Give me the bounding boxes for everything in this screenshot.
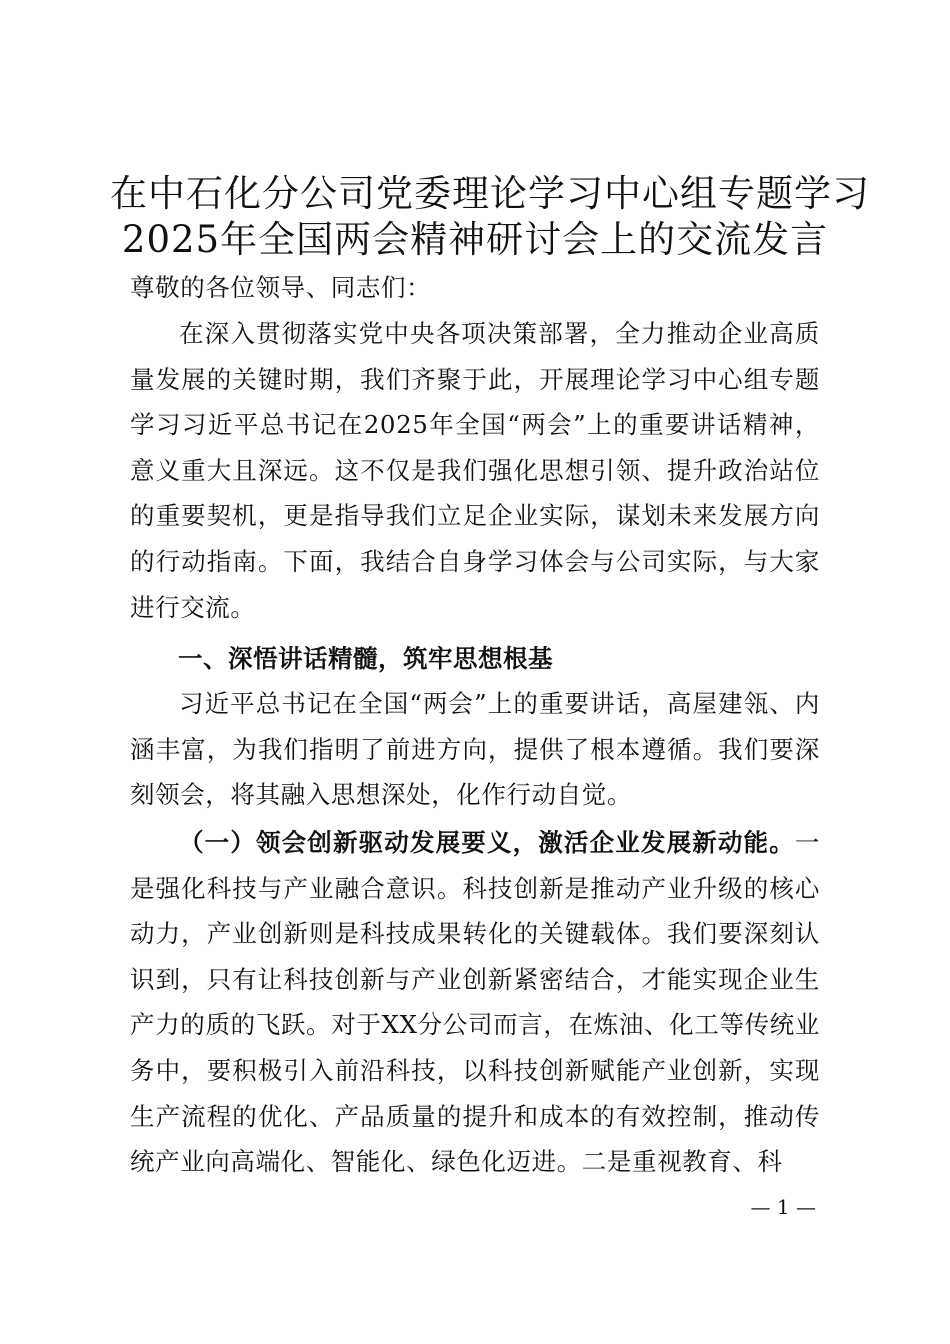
document-title-line-2: 2025年全国两会精神研讨会上的交流发言 [121, 218, 829, 261]
paragraph-intro: 在深入贯彻落实党中央各项决策部署，全力推动企业高质量发展的关键时期，我们齐聚于此，开展理论学习中心组专题学习习近平总书记在2025年全国“两会”上的重要讲话精神，意义重大且深远。这不仅是我们强化思想引领、提升政治站位的重要契机，更是指导我们立足企业实际，谋划未来发展方向的行动指南。下面，我结合自身学习体会与公司实际，与大家进行交流。 [130, 319, 820, 622]
page-number: — 1 — [750, 1195, 816, 1219]
subsection-1-body: 一是强化科技与产业融合意识。科技创新是推动产业升级的核心动力，产业创新则是科技成果转化的关键载体。我们要深刻认识到，只有让科技创新与产业创新紧密结合，才能实现企业生产力的质的飞跃。对于XX分公司而言，在炼油、化工等传统业务中，要积极引入前沿科技，以科技创新赋能产业创新，实现生产流程的优化、产品质量的提升和成本的有效控制，推动传统产业向高端化、智能化、绿色化迈进。二是重视教育、科 [130, 828, 820, 1177]
section-heading-1: 一、深悟讲话精髓，筑牢思想根基 [178, 644, 553, 673]
document-title-line-1: 在中石化分公司党委理论学习中心组专题学习 [110, 172, 870, 215]
subsection-heading-1: （一）领会创新驱动发展要义，激活企业发展新动能。 [179, 828, 795, 857]
paragraph-section-1-intro: 习近平总书记在全国“两会”上的重要讲话，高屋建瓴、内涵丰富，为我们指明了前进方向，提供了根本遵循。我们要深刻领会，将其融入思想深处，化作行动自觉。 [130, 689, 820, 810]
paragraph-subsection-1 [130, 820, 820, 1185]
salutation: 尊敬的各位领导、同志们： [130, 273, 432, 302]
